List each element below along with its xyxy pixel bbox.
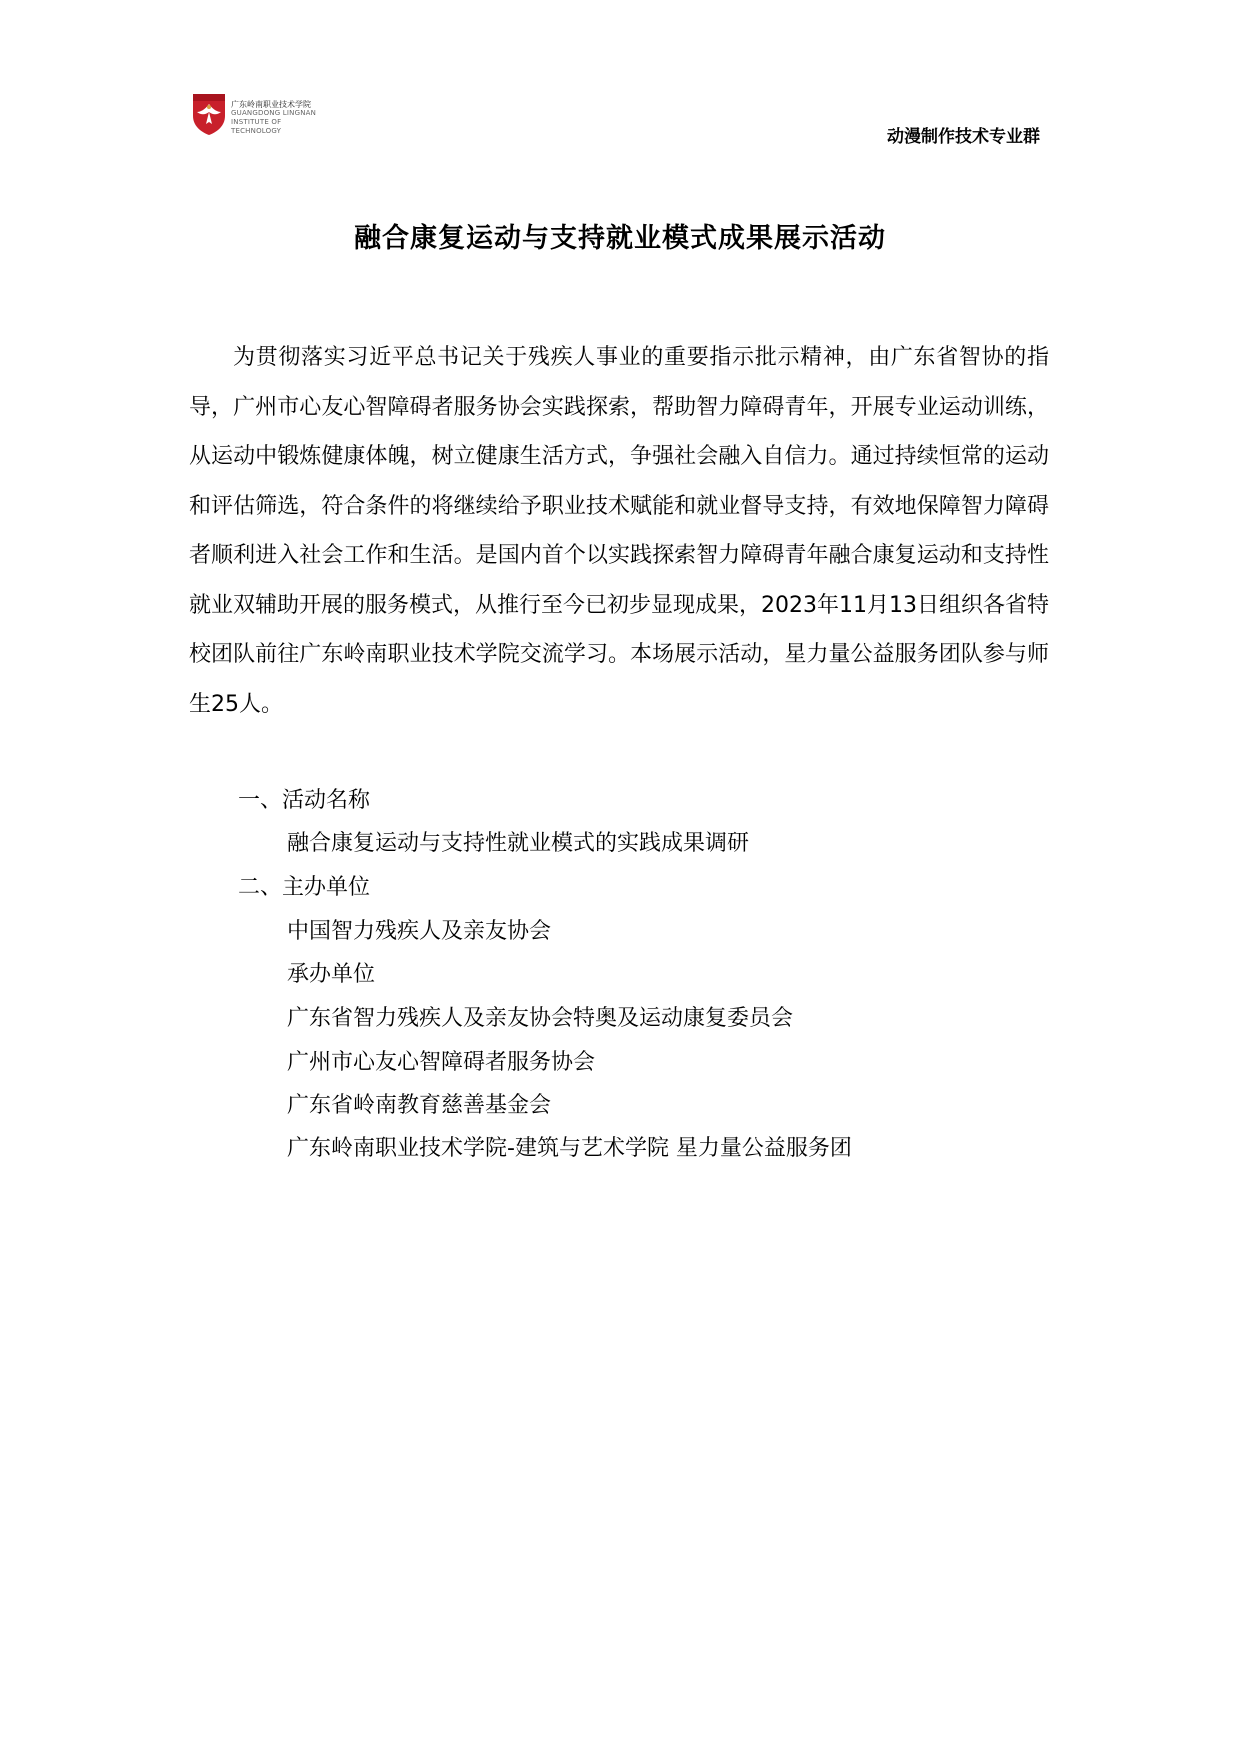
activity-name: 融合康复运动与支持性就业模式的实践成果调研: [287, 831, 750, 856]
host-organization: 中国智力残疾人及亲友协会: [287, 919, 552, 944]
co-organizer-heading: 承办单位: [287, 962, 376, 987]
section-2-heading: 二、主办单位: [238, 875, 371, 900]
shield-emblem-icon: [191, 92, 227, 136]
co-organizer-item: 广东岭南职业技术学院-建筑与艺术学院 星力量公益服务团: [287, 1136, 852, 1161]
co-organizer-item: 广东省智力残疾人及亲友协会特奥及运动康复委员会: [287, 1006, 794, 1031]
co-organizer-item: 广州市心友心智障碍者服务协会: [287, 1050, 596, 1075]
logo-cn-text: 广东岭南职业技术学院: [231, 100, 311, 109]
institution-logo: [191, 92, 326, 138]
department-label: 动漫制作技术专业群: [887, 127, 1040, 147]
document-title: 融合康复运动与支持就业模式成果展示活动: [354, 223, 886, 254]
logo-en-text: GUANGDONG LINGNAN INSTITUTE OF TECHNOLOGY: [231, 109, 317, 135]
co-organizer-item: 广东省岭南教育慈善基金会: [287, 1093, 552, 1118]
section-1-heading: 一、活动名称: [238, 788, 371, 813]
intro-paragraph: 为贯彻落实习近平总书记关于残疾人事业的重要指示批示精神，由广东省智协的指导，广州市心友心智障碍者服务协会实践探索，帮助智力障碍青年，开展专业运动训练，从运动中锻炼健康体魄，树立健康生活方式，争强社会融入自信力。通过持续恒常的运动和评估筛选，符合条件的将继续给予职业技术赋能和就业督导支持，有效地保障智力障碍者顺利进入社会工作和生活。是国内首个以实践探索智力障碍青年融合康复运动和支持性就业双辅助开展的服务模式，从推行至今已初步显现成果，2023年11月13日组织各省特校团队前往广东岭南职业技术学院交流学习。本场展示活动，星力量公益服务团队参与师生25人。: [189, 345, 1049, 717]
